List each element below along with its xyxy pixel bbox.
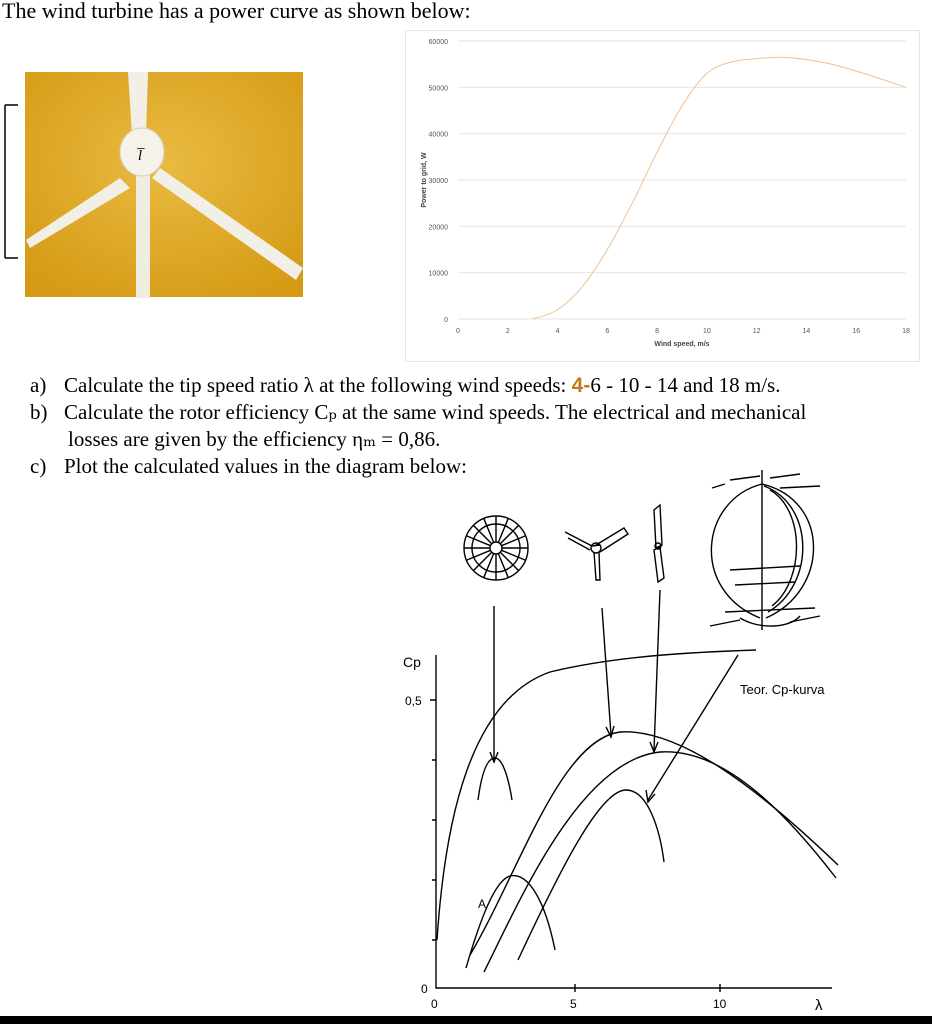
question-c-text: Plot the calculated values in the diagram below: bbox=[64, 454, 467, 478]
x-tick-label: 18 bbox=[902, 328, 910, 335]
y-tick-label: 50000 bbox=[428, 85, 448, 93]
two-blade-rotor-icon bbox=[654, 505, 664, 582]
question-b-line2: losses are given by the efficiency ηₘ = 0,86. bbox=[68, 427, 441, 451]
power-curve-chart bbox=[405, 30, 920, 362]
x-tick-label: 8 bbox=[655, 328, 660, 335]
question-b-line1: Calculate the rotor efficiency Cₚ at the same wind speeds. The electrical and mechanical bbox=[64, 400, 807, 424]
question-a-highlight: 4- bbox=[571, 374, 591, 397]
y-tick-label: 20000 bbox=[428, 224, 448, 232]
theoretical-curve-label: Teor. Cp-kurva bbox=[740, 682, 825, 697]
x-axis-label: Wind speed, m/s bbox=[654, 341, 710, 348]
three-blade-rotor-icon bbox=[565, 528, 628, 580]
bottom-bar bbox=[0, 1016, 932, 1024]
hub-label: l̅ bbox=[137, 148, 143, 164]
lambda-tick-0: 0 bbox=[431, 997, 438, 1011]
x-tick-label: 12 bbox=[752, 328, 761, 335]
question-a-text bbox=[64, 372, 780, 399]
x-tick-label: 2 bbox=[505, 328, 510, 335]
power-curve-svg bbox=[406, 31, 919, 361]
question-a bbox=[30, 372, 910, 399]
question-a-label: a) bbox=[30, 373, 47, 397]
y-tick-label: 10000 bbox=[428, 270, 448, 278]
multiblade-rotor-icon bbox=[464, 516, 528, 580]
y-tick-label: 0 bbox=[444, 317, 448, 324]
question-a-suffix: 6 - 10 - 14 and 18 m/s. bbox=[590, 373, 781, 397]
question-b-label: b) bbox=[30, 400, 48, 424]
y-tick-label: 40000 bbox=[428, 131, 448, 139]
lambda-tick-10: 10 bbox=[713, 997, 727, 1011]
x-tick-label: 6 bbox=[605, 328, 610, 335]
lambda-tick-5: 5 bbox=[570, 997, 577, 1011]
cp-tick-0: 0 bbox=[421, 982, 428, 996]
question-c-label: c) bbox=[30, 454, 47, 478]
y-tick-label: 30000 bbox=[428, 178, 448, 185]
darrieus-rotor-icon bbox=[710, 470, 820, 630]
y-axis-label: Power to grid, W bbox=[421, 152, 428, 208]
x-tick-label: 16 bbox=[852, 328, 861, 335]
question-b-continued bbox=[30, 426, 910, 453]
cp-tick-05: 0,5 bbox=[405, 694, 422, 708]
lambda-axis-label: λ bbox=[815, 997, 823, 1014]
cp-diagram bbox=[395, 460, 895, 1020]
x-tick-label: 10 bbox=[702, 328, 711, 335]
x-tick-label: 0 bbox=[456, 328, 460, 335]
power-curve-line bbox=[533, 57, 906, 319]
curve-a-label: A bbox=[478, 897, 487, 911]
x-tick-label: 14 bbox=[802, 328, 811, 335]
turbine-photo bbox=[0, 60, 310, 310]
question-b bbox=[30, 399, 910, 426]
y-tick-label: 60000 bbox=[428, 39, 448, 46]
cp-axis-label: Cp bbox=[403, 654, 421, 670]
intro-text: The wind turbine has a power curve as shown below: bbox=[2, 0, 471, 23]
x-tick-label: 4 bbox=[555, 328, 560, 335]
question-a-prefix: Calculate the tip speed ratio λ at the following wind speeds: bbox=[64, 373, 567, 397]
